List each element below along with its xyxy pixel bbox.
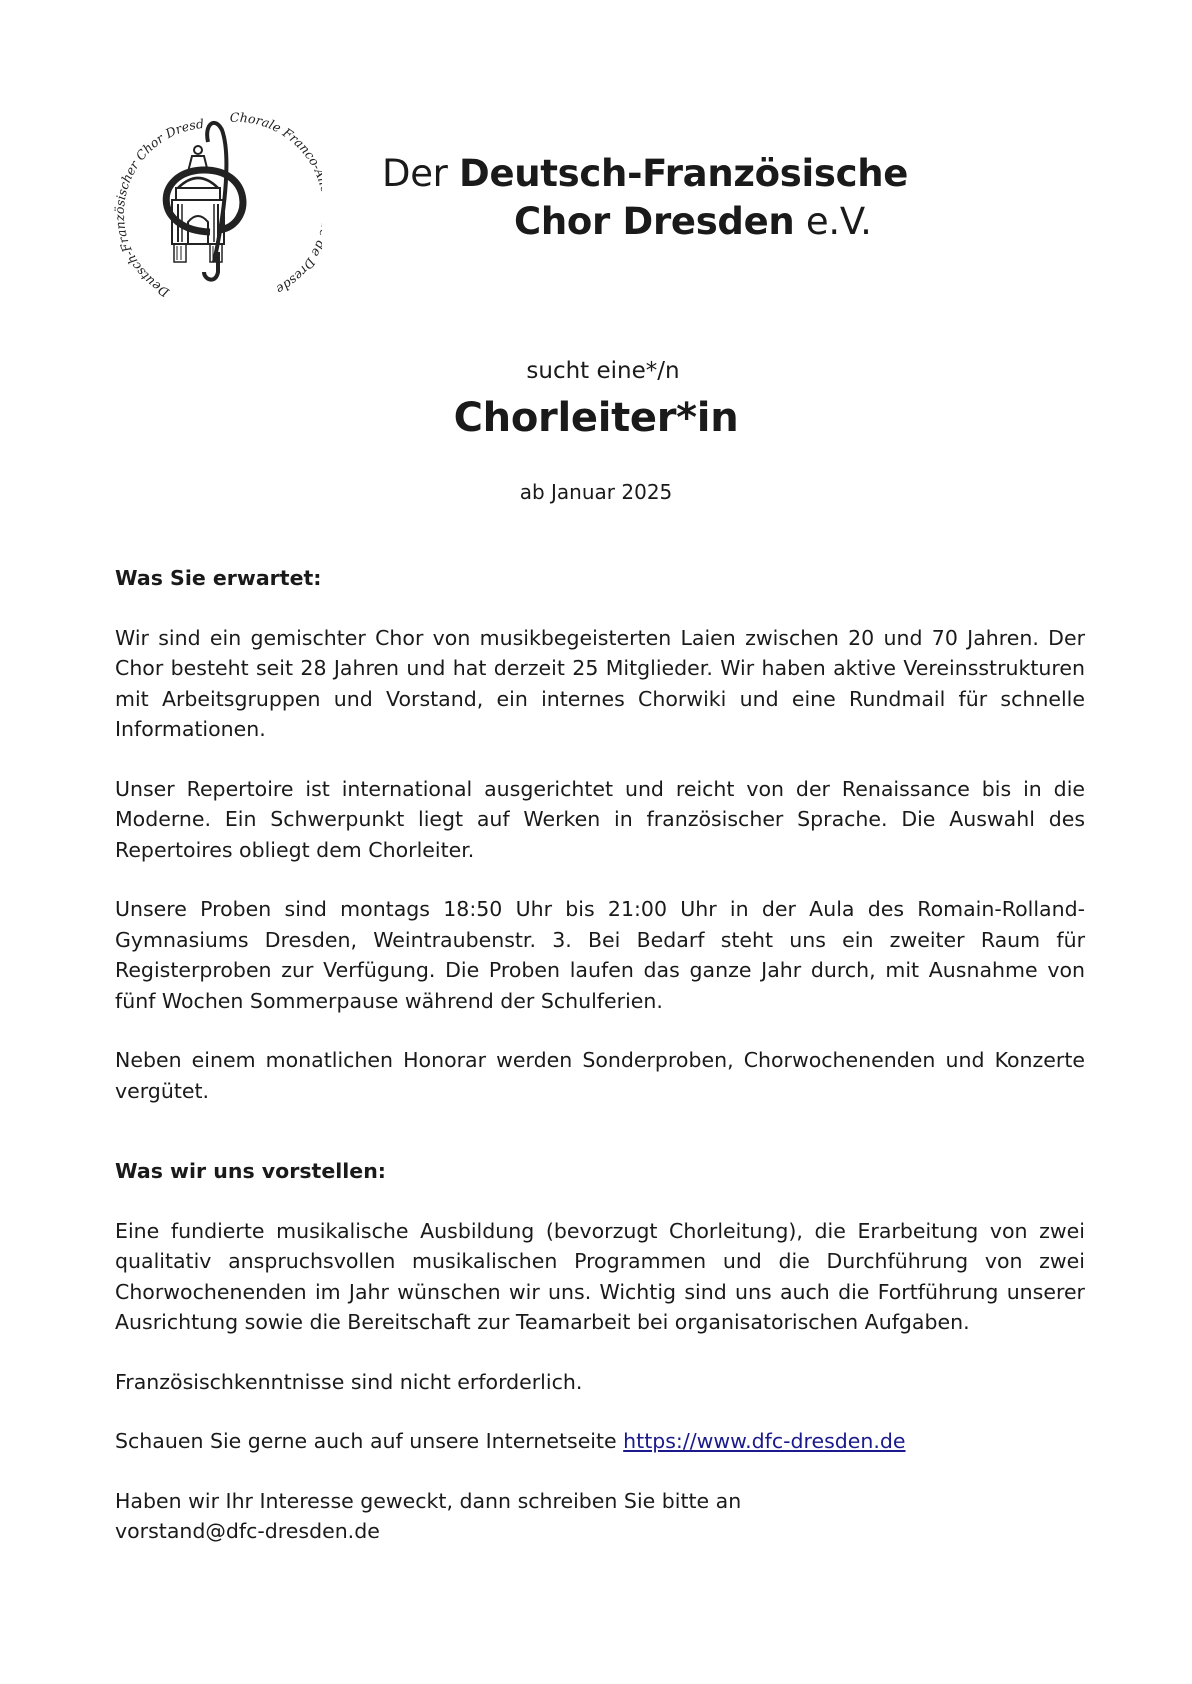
title-bold-line1: Deutsch-Französische [459, 152, 909, 195]
title-prefix: Der [382, 152, 460, 195]
title-bold-line2: Chor Dresden [514, 200, 795, 243]
paragraph: Wir sind ein gemischter Chor von musikbegeisterten Laien zwischen 20 und 70 Jahren. Der Chor besteht seit 28 Jahren und hat derzeit 25 Mitglieder. Wir haben aktive Vereinsstrukturen mit Arbeitsgruppen und Vorstand, ein internes Chorwiki und eine Rundmail für schnelle Informationen. [115, 625, 1085, 741]
section-heading: Was Sie erwartet: [115, 566, 322, 590]
section-heading: Was wir uns vorstellen: [115, 1159, 387, 1183]
paragraph: Französischkenntnisse sind nicht erforderlich. [115, 1369, 583, 1394]
ad-search-text: sucht eine*/n [526, 358, 680, 384]
contact-email: vorstand@dfc-dresden.de [115, 1519, 380, 1543]
contact-line [115, 1486, 1085, 1547]
contact-text: Haben wir Ihr Interesse geweckt, dann schreiben Sie bitte an [115, 1488, 742, 1513]
logo-ring-text-right: Chorale Franco Dresde [229, 112, 322, 298]
section-requirements [115, 1156, 1085, 1547]
title-suffix: e.V. [794, 200, 872, 243]
section-expectations [115, 563, 1085, 1106]
website-link[interactable]: https://www.dfc-dresden.de [623, 1429, 906, 1453]
paragraph: Unsere Proben sind montags 18:50 Uhr bis 21:00 Uhr in der Aula des Romain-Rolland-Gymnasiums Dresden, Weintraubenstr. 3. Bei Bedarf steht uns ein zweiter Raum für Registerproben zur Verfügung. Die Proben laufen das ganze Jahr durch, mit Ausnahme von fünf Wochen Sommerpause während der Schulferien. [115, 897, 1085, 1013]
logo-ring-text-left: Deutsch-Französischer Chor Dresd [112, 115, 205, 301]
website-text: Schauen Sie gerne auch auf unsere Internetseite [115, 1429, 624, 1453]
organization-title [382, 150, 908, 246]
choir-logo [112, 112, 322, 312]
paragraph: Unser Repertoire ist international ausgerichtet und reicht von der Renaissance bis in die Moderne. Ein Schwerpunkt liegt auf Werken in französischer Sprache. Die Auswahl des Repertoires obliegt dem Chorleiter. [115, 776, 1085, 862]
paragraph: Neben einem monatlichen Honorar werden Sonderproben, Chorwochenenden und Konzerte vergütet. [115, 1048, 1085, 1103]
treble-clef-building-icon [166, 123, 243, 280]
paragraph: Eine fundierte musikalische Ausbildung (bevorzugt Chorleitung), die Erarbeitung von zwei qualitativ anspruchsvollen musikalischen Programmen und die Durchführung von zwei Chorwochenenden im Jahr wünschen wir uns. Wichtig sind uns auch die Fortführung unserer Ausrichtung sowie die Bereitschaft zur Teamarbeit bei organisatorischen Aufgaben. [115, 1218, 1085, 1334]
website-line [115, 1426, 1085, 1457]
ad-position-title: Chorleiter*in [453, 395, 739, 441]
ad-start-date: ab Januar 2025 [519, 480, 673, 504]
